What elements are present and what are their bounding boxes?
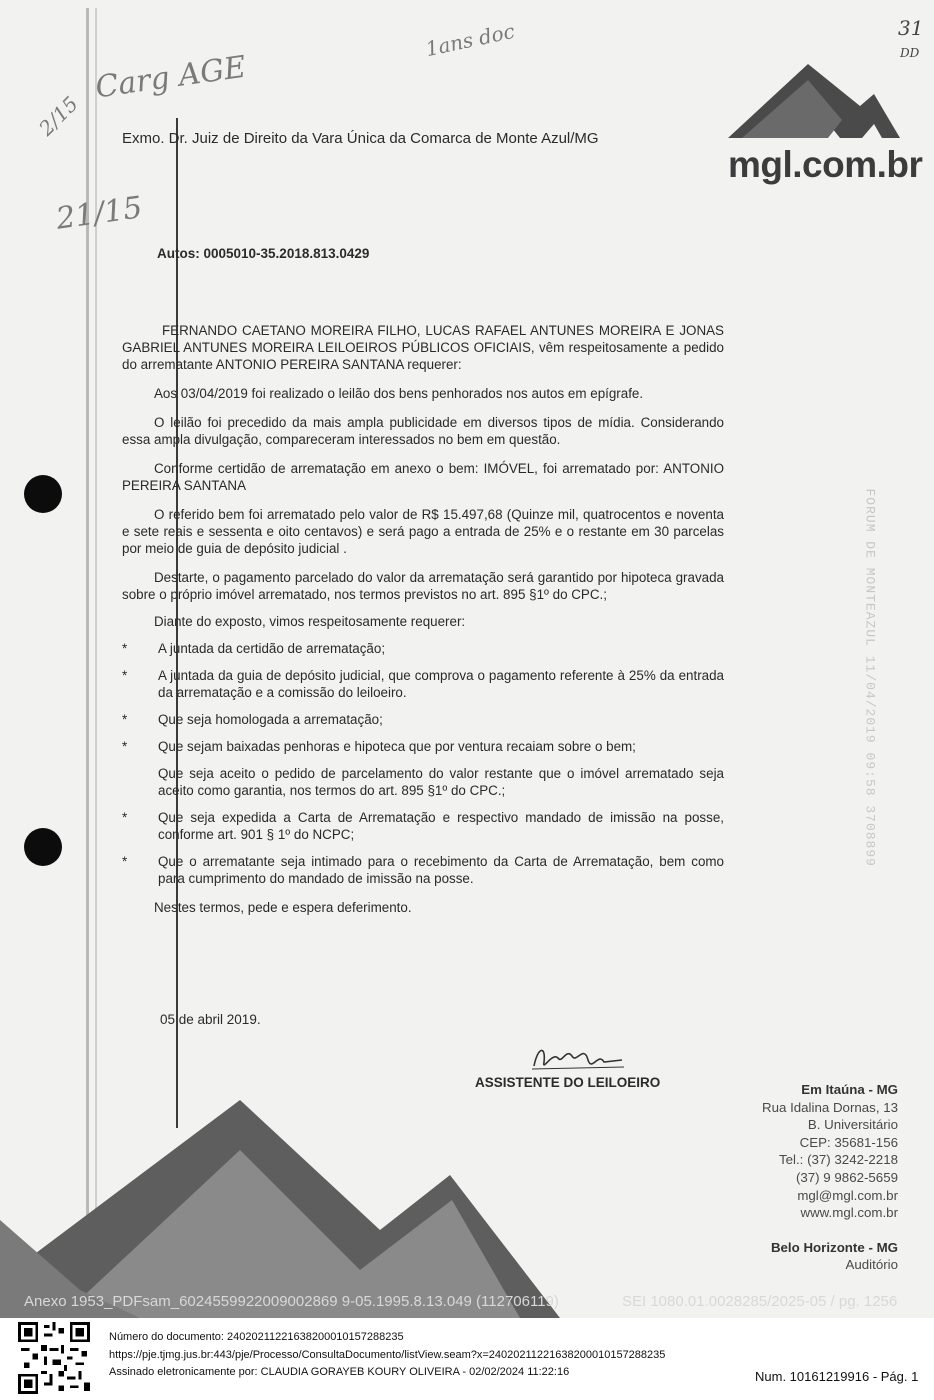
case-number: Autos: 0005010-35.2018.813.0429 <box>157 246 370 261</box>
signer-title: ASSISTENTE DO LEILOEIRO <box>475 1075 661 1090</box>
request-text: A juntada da guia de depósito judicial, que comprova o pagamento referente à 25% da entrada da arrematação e a comissão do leiloeiro. <box>158 668 724 700</box>
request-item <box>122 765 724 799</box>
request-text: Que seja homologada a arrematação; <box>158 712 383 727</box>
paragraph: Conforme certidão de arrematação em anexo o bem: IMÓVEL, foi arrematado por: ANTONIO PEREIRA SANTANA <box>122 461 724 493</box>
document-number: Número do documento: 24020211221638200010157288235 <box>109 1331 404 1343</box>
bullet-asterisk: * <box>122 712 128 727</box>
paragraph: Diante do exposto, vimos respeitosamente requerer: <box>154 614 466 629</box>
document-url: https://pje.tjmg.jus.br:443/pje/Processo/ConsultaDocumento/listView.seam?x=24020211221638200010157288235 <box>109 1348 666 1361</box>
handwritten-note: 21/15 <box>53 190 145 237</box>
request-item <box>122 667 724 701</box>
bullet-asterisk: * <box>122 641 128 656</box>
request-text: Que o arrematante seja intimado para o recebimento da Carta de Arrematação, bem como para cumprimento do mandado de imissão na posse. <box>158 854 724 886</box>
address-city: Em Itaúna - MG <box>801 1082 898 1097</box>
address-website: www.mgl.com.br <box>800 1205 898 1221</box>
page-number-handwritten: 31 <box>898 16 924 40</box>
address-place: Auditório <box>845 1257 898 1273</box>
handwritten-note: 2/15 <box>34 91 83 141</box>
handwritten-signature <box>528 1038 628 1078</box>
page-number: Num. 10161219916 - Pág. 1 <box>755 1369 919 1384</box>
address-district: B. Universitário <box>807 1117 898 1133</box>
signed-by: Assinado eletronicamente por: CLAUDIA GORAYEB KOURY OLIVEIRA - 02/02/2024 11:22:16 <box>109 1366 570 1378</box>
request-text: Que sejam baixadas penhoras e hipoteca que por ventura recaiam sobre o bem; <box>158 739 636 754</box>
address-phone: Tel.: (37) 3242-2218 <box>778 1152 898 1168</box>
paragraph: Destarte, o pagamento parcelado do valor da arrematação será garantido por hipoteca gravada sobre o próprio imóvel arrematado, nos termos previstos no art. 895 §1º do CPC.; <box>122 570 724 602</box>
punch-hole <box>24 828 62 866</box>
watermark-text: Anexo 1953_PDFsam_6024559922009002869 9-05.1995.8.13.049 (112706119) <box>24 1293 559 1310</box>
petition-body <box>122 322 724 916</box>
intro-paragraph: FERNANDO CAETANO MOREIRA FILHO, LUCAS RAFAEL ANTUNES MOREIRA E JONAS GABRIEL ANTUNES MOREIRA LEILOEIROS PÚBLICOS OFICIAIS, vêm respeitosamente a pedido do arrematante ANTONIO PEREIRA SANTANA requerer: <box>122 323 724 372</box>
bullet-asterisk: * <box>122 810 128 825</box>
paragraph: O leilão foi precedido da mais ampla publicidade em diversos tipos de mídia. Considerando essa ampla divulgação, compareceram interessados no bem em questão. <box>122 415 724 447</box>
request-text: Que seja aceito o pedido de parcelamento do valor restante que o imóvel arrematado seja aceito como garantia, nos termos do art. 895 §1º do CPC.; <box>158 766 724 798</box>
date-line: 05 de abril 2019. <box>160 1012 261 1027</box>
request-item <box>122 809 724 843</box>
bullet-asterisk: * <box>122 668 128 683</box>
address-email: mgl@mgl.com.br <box>797 1187 898 1203</box>
logo-wordmark: mgl.com.br <box>728 144 923 185</box>
request-text: A juntada da certidão de arrematação; <box>158 641 386 656</box>
address-city: Belo Horizonte - MG <box>770 1239 898 1255</box>
request-item <box>122 640 724 657</box>
request-item <box>122 738 724 755</box>
address-cep: CEP: 35681-156 <box>799 1134 898 1150</box>
paragraph: Aos 03/04/2019 foi realizado o leilão dos bens penhorados nos autos em epígrafe. <box>154 386 644 401</box>
electronic-signature-footer <box>0 1318 934 1400</box>
addressee-line: Exmo. Dr. Juiz de Direito da Vara Única da Comarca de Monte Azul/MG <box>122 130 599 147</box>
handwritten-note: 1ans doc <box>423 18 517 62</box>
punch-hole <box>24 475 62 513</box>
watermark-text: SEI 1080.01.0028285/2025-05 / pg. 1256 <box>622 1293 898 1310</box>
address-street: Rua Idalina Dornas, 13 <box>761 1099 898 1115</box>
bullet-asterisk: * <box>122 739 128 754</box>
page-initials-handwritten: DD <box>900 46 920 60</box>
handwritten-note: Carg AGE <box>93 49 249 106</box>
bullet-asterisk: * <box>122 854 128 869</box>
qr-code-icon <box>18 1322 90 1394</box>
footer-document-info <box>109 1329 665 1382</box>
request-text: Que seja expedida a Carta de Arrematação e respectivo mandado de imissão na posse, conforme art. 901 § 1º do NCPC; <box>158 810 724 842</box>
closing-line: Nestes termos, pede e espera deferimento. <box>154 900 412 915</box>
mountain-decoration <box>0 1080 934 1318</box>
address-phone: (37) 9 9862-5659 <box>795 1169 898 1185</box>
paragraph: O referido bem foi arrematado pelo valor de R$ 15.497,68 (Quinze mil, quatrocentos e noventa e sete reais e sessenta e oito centavos) e será pago a entrada de 25% e o restante em 30 parcelas por meio de guia de depósito judicial . <box>122 507 724 556</box>
request-item <box>122 853 724 887</box>
court-protocol-stamp: FORUM DE MONTEAZUL 11/04/2019 09:58 3708899 <box>862 488 878 867</box>
request-item <box>122 711 724 728</box>
